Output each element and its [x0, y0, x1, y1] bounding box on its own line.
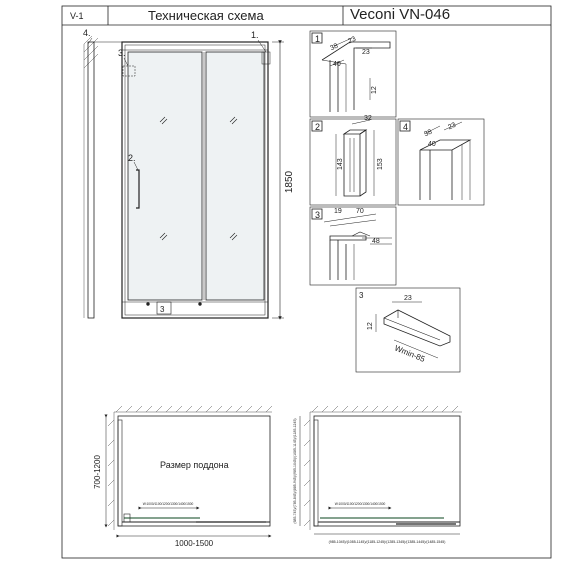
plan-right-side-note: (685-745)/(785-845)/(885-945)/(985-1045)/(1085-1145)/(1185-1245) — [293, 418, 297, 524]
detail-2-dim-c: 153 — [377, 158, 384, 170]
detail-2-dim-b: 143 — [337, 158, 344, 170]
plan-left — [106, 406, 272, 536]
detail-1-dim-b: 23 — [347, 35, 358, 46]
detail-1-dim-d: 40 — [333, 61, 341, 68]
height-label: 1850 — [284, 170, 295, 194]
detail-3-dim: 48 — [372, 238, 380, 245]
callout-3-bottom: 3 — [160, 305, 165, 314]
detail-5-dim-a: 23 — [404, 295, 412, 302]
detail-5-num: 3 — [359, 291, 364, 300]
model-name: Veconi VN-046 — [350, 6, 451, 23]
plan-right — [300, 406, 462, 534]
detail-1-dim-c: 23 — [362, 49, 370, 56]
detail-5-dim-b: 12 — [367, 322, 374, 330]
depth-range: 700-1200 — [93, 455, 102, 489]
detail-4 — [398, 119, 484, 205]
front-view — [84, 36, 284, 318]
detail-1-num: 1 — [315, 34, 321, 44]
callout-4: 4. — [83, 28, 91, 38]
detail-2-dim-e: 70 — [356, 208, 364, 215]
detail-2-dim-d: 19 — [334, 208, 342, 215]
callout-1: 1. — [251, 30, 259, 40]
detail-4-dim-a: 38 — [423, 128, 434, 139]
detail-1-dim-a: 38 — [329, 42, 340, 53]
plan-right-bottom-note: (985-1045)/(1085-1145)/(1185-1245)/(1285-1345)/(1385-1445)/(1485-1545) — [328, 540, 446, 544]
detail-5-wmin: Wmin-85 — [393, 343, 427, 364]
detail-2-dim-a: 32 — [364, 115, 372, 122]
plan-right-opening: W:1000/1100/1200/1300/1400/1500 — [334, 502, 386, 506]
width-range: 1000-1500 — [174, 539, 214, 548]
detail-1-dim-e: 12 — [371, 86, 378, 94]
plan-left-opening: W:1000/1100/1200/1300/1400/1500 — [142, 502, 194, 506]
tray-label: Размер поддона — [160, 460, 229, 470]
detail-4-dim-b: 23 — [447, 121, 458, 132]
callout-2: 2. — [128, 153, 136, 163]
callout-3: 3. — [118, 48, 126, 58]
wall-hatch — [84, 36, 98, 318]
detail-4-dim-c: 40 — [428, 141, 436, 148]
sheet-code: V-1 — [70, 11, 84, 21]
detail-3-num: 3 — [315, 210, 321, 220]
detail-3 — [310, 207, 396, 285]
detail-2-num: 2 — [315, 122, 321, 132]
detail-4-num: 4 — [403, 122, 409, 132]
sheet-title: Техническая схема — [148, 8, 264, 23]
